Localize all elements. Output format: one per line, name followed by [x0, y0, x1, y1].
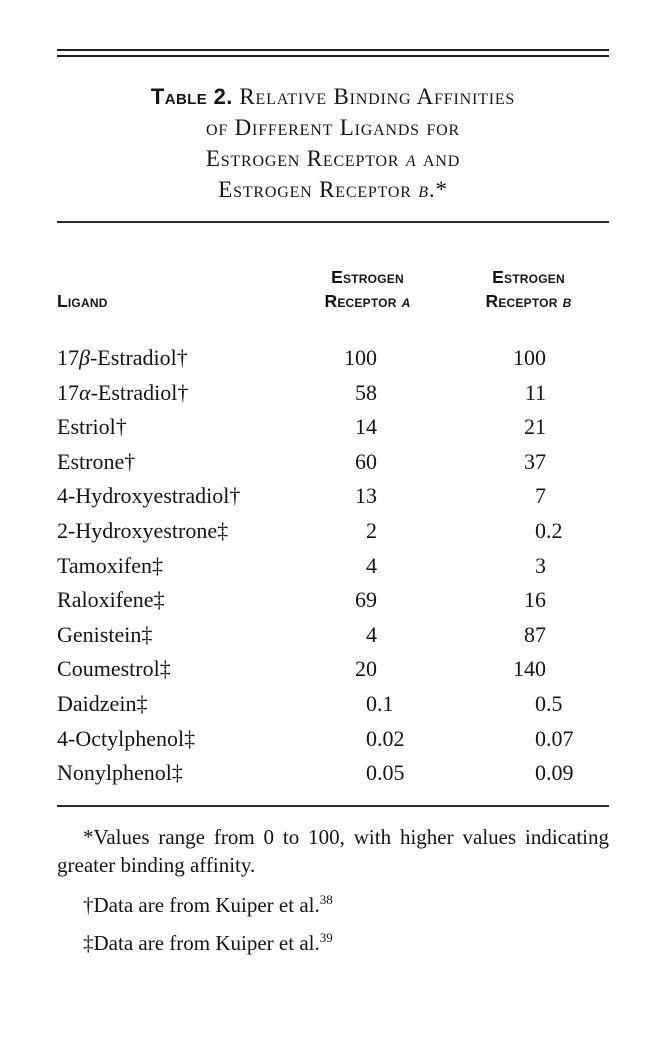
header-er-alpha-line2: Receptor α	[324, 291, 411, 311]
er-alpha-value: 0.05	[366, 760, 405, 786]
ligand-cell: Coumestrol‡	[57, 656, 171, 682]
ligand-cell: Raloxifene‡	[57, 587, 165, 613]
table-row	[57, 687, 609, 722]
header-er-beta-line1: Estrogen	[492, 267, 565, 287]
title-line-4: Estrogen Receptor β.*	[218, 177, 448, 202]
table-row	[57, 549, 609, 584]
table-row	[57, 722, 609, 757]
er-alpha-value: 13	[355, 483, 377, 509]
header-er-beta	[448, 265, 609, 313]
title-text-1: Relative Binding Affinities	[239, 84, 516, 109]
er-alpha-value: 2	[366, 517, 377, 543]
ligand-cell: 17β-Estradiol†	[57, 345, 188, 370]
table-row	[57, 445, 609, 480]
er-alpha-value: 100	[344, 345, 377, 370]
er-alpha-value: 4	[366, 621, 377, 647]
reference-number: 38	[319, 891, 333, 907]
header-er-alpha-line1: Estrogen	[331, 267, 404, 287]
er-beta-value: 21	[524, 414, 546, 440]
table-row	[57, 410, 609, 445]
er-alpha-value: 69	[355, 587, 377, 613]
footnotes	[57, 823, 609, 957]
er-beta-value: 0.07	[535, 725, 574, 751]
table-title	[57, 81, 609, 205]
er-beta-value: 0.2	[535, 517, 563, 543]
ligand-cell: 17α-Estradiol†	[57, 379, 189, 405]
header-ligand: Ligand	[57, 291, 108, 311]
er-beta-value: 0.5	[535, 690, 563, 716]
mid-rule	[57, 221, 609, 223]
top-double-rule	[57, 49, 609, 57]
er-alpha-value: 20	[355, 656, 377, 682]
ligand-cell: 4-Octylphenol‡	[57, 725, 196, 751]
ligand-cell: Nonylphenol‡	[57, 760, 183, 786]
ligand-cell: Estrone†	[57, 448, 136, 474]
er-beta-value: 87	[524, 621, 546, 647]
er-beta-value: 0.09	[535, 760, 574, 786]
ligand-cell: Genistein‡	[57, 621, 153, 647]
er-beta-value: 140	[513, 656, 546, 682]
ligand-cell: 4-Hydroxyestradiol†	[57, 483, 241, 509]
table-row	[57, 652, 609, 687]
table-figure	[57, 49, 609, 957]
table-row	[57, 583, 609, 618]
table-header-row	[57, 265, 609, 313]
er-alpha-value: 60	[355, 448, 377, 474]
table-row	[57, 756, 609, 791]
table-body	[57, 341, 609, 791]
er-alpha-value: 14	[355, 414, 377, 440]
table-row	[57, 341, 609, 376]
table-number-label: Table 2.	[150, 84, 233, 109]
ligand-cell: Daidzein‡	[57, 690, 148, 716]
footnote-dagger: †Data are from Kuiper et al.$^{38}$	[83, 891, 333, 917]
title-line-1	[57, 81, 609, 112]
table-row	[57, 376, 609, 411]
er-beta-value: 11	[524, 379, 546, 405]
table-row	[57, 479, 609, 514]
ligand-cell: Estriol†	[57, 414, 127, 440]
bottom-rule	[57, 805, 609, 807]
reference-number: 39	[319, 929, 333, 945]
title-line-3: Estrogen Receptor α and	[205, 146, 461, 171]
er-beta-value: 37	[524, 448, 546, 474]
er-beta-value: 16	[524, 587, 546, 613]
footnote-asterisk: *Values range from 0 to 100, with higher values indicating greater binding affinity.	[57, 824, 609, 877]
table-row	[57, 514, 609, 549]
er-beta-value: 7	[535, 483, 546, 509]
table-row	[57, 618, 609, 653]
er-alpha-value: 4	[366, 552, 377, 578]
er-beta-value: 3	[535, 552, 546, 578]
footnote-double-dagger: ‡Data are from Kuiper et al.$^{39}$	[83, 929, 333, 955]
er-alpha-value: 0.02	[366, 725, 405, 751]
ligand-cell: 2-Hydroxyestrone‡	[57, 517, 229, 543]
header-er-beta-line2: Receptor β	[485, 291, 572, 311]
er-beta-value: 100	[513, 345, 546, 370]
er-alpha-value: 58	[355, 379, 377, 405]
ligand-cell: Tamoxifen‡	[57, 552, 164, 578]
header-er-alpha	[287, 265, 448, 313]
title-line-2: of Different Ligands for	[206, 115, 460, 140]
er-alpha-value: 0.1	[366, 690, 394, 716]
